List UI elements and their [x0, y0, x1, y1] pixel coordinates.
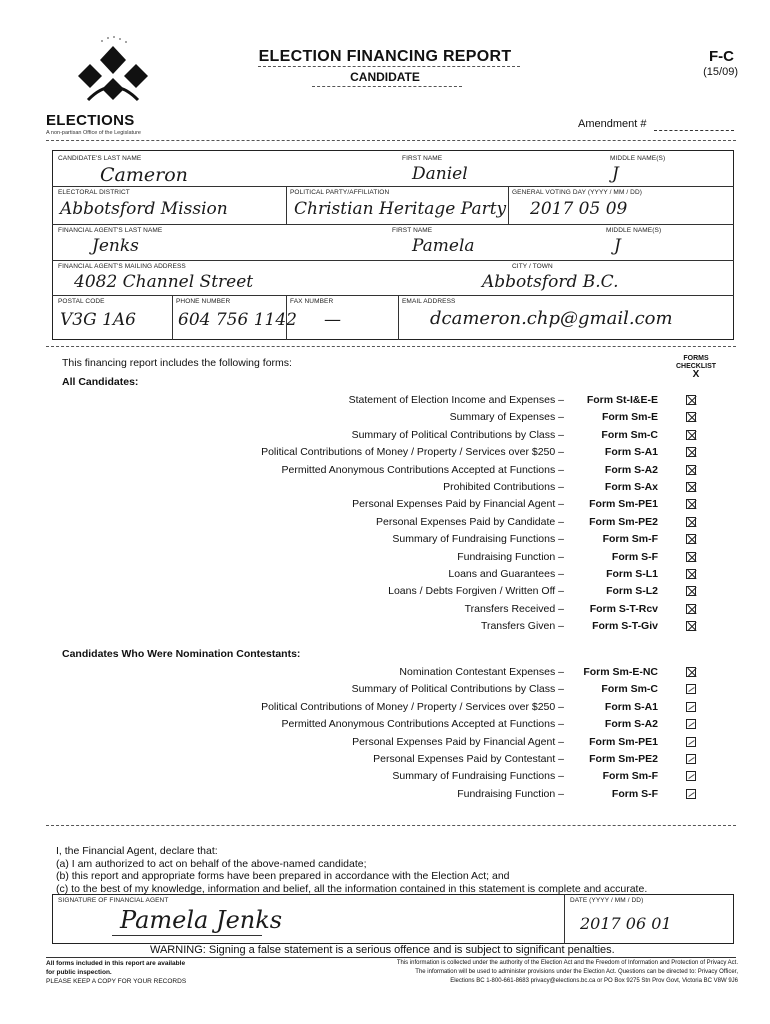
- voting-day[interactable]: 2017 05 09: [530, 199, 628, 219]
- checklist-row-form-code: Form Sm-PE1: [589, 498, 658, 511]
- checklist-row: [62, 770, 732, 787]
- checklist-row-desc: Summary of Fundraising Functions –: [392, 770, 564, 783]
- org-subtitle: A non-partisan Office of the Legislature: [46, 130, 141, 136]
- checklist-row: [62, 568, 732, 585]
- checklist-row-form-code: Form S-F: [611, 787, 658, 800]
- checklist-row-desc: Permitted Anonymous Contributions Accepted at Functions –: [281, 718, 564, 731]
- checklist-row: [62, 701, 732, 718]
- checklist-row: [62, 666, 732, 683]
- checklist-row: [62, 683, 732, 700]
- email-label: EMAIL ADDRESS: [402, 298, 456, 305]
- checklist-row: [62, 551, 732, 568]
- checklist-checkbox[interactable]: [686, 517, 696, 527]
- org-name: ELECTIONS: [46, 112, 135, 129]
- checklist-intro: This financing report includes the following forms:: [62, 357, 292, 369]
- declaration-intro: I, the Financial Agent, declare that:: [56, 845, 218, 857]
- checklist-row-form-code: Form S-A2: [604, 718, 658, 731]
- checklist-row-form-code: Form S-Ax: [604, 481, 658, 493]
- phone-label: PHONE NUMBER: [176, 298, 231, 305]
- checklist-row-form-code: Form Sm-PE1: [589, 735, 658, 748]
- checklist-row-desc: Permitted Anonymous Contributions Accepted at Functions –: [281, 463, 564, 476]
- declaration-c: (c) to the best of my knowledge, information and belief, all the information contained in this statement is complete and accurate.: [56, 882, 648, 895]
- checklist-checkbox[interactable]: [686, 789, 696, 799]
- checklist-checkbox[interactable]: [686, 395, 696, 405]
- checklist-row: [62, 429, 732, 446]
- voting-day-label: GENERAL VOTING DAY (YYYY / MM / DD): [512, 189, 643, 196]
- checklist-checkbox[interactable]: [686, 430, 696, 440]
- footer-left-line1: All forms included in this report are available: [46, 960, 186, 967]
- checklist-row-desc: Prohibited Contributions –: [443, 481, 564, 493]
- checklist-row: [62, 603, 732, 620]
- checklist-row-desc: Personal Expenses Paid by Candidate –: [376, 515, 564, 528]
- checklist-checkbox[interactable]: [686, 569, 696, 579]
- checklist-row: [62, 411, 732, 428]
- checklist-row-form-code: Form Sm-E-NC: [583, 666, 658, 678]
- checklist-row-form-code: Form S-L1: [606, 568, 658, 580]
- checklist-row: [62, 736, 732, 753]
- agent-first-name-label: FIRST NAME: [392, 227, 433, 234]
- amendment-label: Amendment #: [578, 118, 647, 130]
- city[interactable]: Abbotsford B.C.: [482, 272, 619, 292]
- checklist-checkbox[interactable]: [686, 754, 696, 764]
- checklist-checkbox[interactable]: [686, 737, 696, 747]
- checklist-row-form-code: Form S-A1: [604, 446, 658, 459]
- checklist-row: [62, 533, 732, 550]
- checklist-checkbox[interactable]: [686, 534, 696, 544]
- declaration: [56, 845, 746, 895]
- checklist-row-desc: Fundraising Function –: [457, 787, 564, 800]
- checklist-row-form-code: Form S-T-Giv: [592, 620, 658, 633]
- amendment-field[interactable]: [654, 130, 734, 131]
- checklist-row-form-code: Form Sm-C: [601, 683, 658, 696]
- fax-label: FAX NUMBER: [290, 298, 334, 305]
- form-code: F-C: [709, 48, 734, 65]
- checklist-checkbox[interactable]: [686, 719, 696, 729]
- checklist-row: [62, 498, 732, 515]
- section-all-candidates: All Candidates:: [62, 376, 139, 388]
- checklist-row-form-code: Form St-I&E-E: [586, 394, 658, 406]
- checklist-row: [62, 585, 732, 602]
- checklist-row-form-code: Form S-A2: [604, 463, 658, 476]
- agent-last-name-label: FINANCIAL AGENT'S LAST NAME: [58, 227, 163, 234]
- section-nomination-contestants: Candidates Who Were Nomination Contestants:: [62, 648, 301, 660]
- checklist-row: [62, 446, 732, 463]
- party-label: POLITICAL PARTY/AFFILIATION: [290, 189, 390, 196]
- checklist-row-desc: Fundraising Function –: [457, 550, 564, 563]
- checklist-checkbox[interactable]: [686, 702, 696, 712]
- checklist-header-label: FORMS CHECKLIST: [675, 355, 717, 370]
- candidate-first-name-label: FIRST NAME: [402, 155, 443, 162]
- checklist-row-desc: Political Contributions of Money / Property / Services over $250 –: [261, 446, 564, 459]
- checklist-row: [62, 620, 732, 637]
- checklist-row-form-code: Form Sm-E: [601, 411, 658, 424]
- checklist-checkbox[interactable]: [686, 586, 696, 596]
- checklist-checkbox[interactable]: [686, 684, 696, 694]
- footer-right: [238, 959, 738, 986]
- candidate-first-name[interactable]: Daniel: [412, 164, 468, 184]
- checklist-row-form-code: Form S-L2: [606, 585, 658, 598]
- agent-middle[interactable]: J: [614, 236, 621, 256]
- checklist-row-desc: Summary of Expenses –: [449, 411, 564, 424]
- sign-date[interactable]: 2017 06 01: [580, 914, 672, 933]
- signature-label: SIGNATURE OF FINANCIAL AGENT: [58, 897, 169, 904]
- checklist-row-desc: Nomination Contestant Expenses –: [399, 666, 564, 678]
- declaration-b: (b) this report and appropriate forms have been prepared in accordance with the Election Act; and: [56, 870, 510, 882]
- checklist-row-desc: Statement of Election Income and Expenses –: [348, 394, 564, 406]
- checklist-row-desc: Loans and Guarantees –: [448, 568, 564, 580]
- checklist-checkbox[interactable]: [686, 621, 696, 631]
- checklist-row-form-code: Form S-F: [611, 550, 658, 563]
- checklist-checkbox[interactable]: [686, 499, 696, 509]
- checklist-checkbox[interactable]: [686, 604, 696, 614]
- agent-first-name[interactable]: Pamela: [412, 236, 475, 256]
- candidate-last-name-label: CANDIDATE'S LAST NAME: [58, 155, 142, 162]
- checklist-row: [62, 481, 732, 498]
- footer-left: [46, 959, 256, 986]
- checklist-row-desc: Loans / Debts Forgiven / Written Off –: [388, 585, 564, 598]
- checklist-checkbox[interactable]: [686, 771, 696, 781]
- district-label: ELECTORAL DISTRICT: [58, 189, 130, 196]
- footer-right-line1: This information is collected under the authority of the Election Act and the Freedom of Information and Protection of Privacy Act.: [396, 960, 738, 966]
- checklist-row: [62, 464, 732, 481]
- checklist-row-desc: Political Contributions of Money / Property / Services over $250 –: [261, 700, 564, 713]
- checklist-row: [62, 516, 732, 533]
- candidate-last-name[interactable]: Cameron: [100, 164, 188, 186]
- checklist-row-desc: Transfers Given –: [480, 620, 564, 633]
- checklist-row: [62, 394, 732, 411]
- checklist-checkbox[interactable]: [686, 412, 696, 422]
- footer-left-line3: PLEASE KEEP A COPY FOR YOUR RECORDS: [46, 978, 187, 985]
- checklist-row: [62, 718, 732, 735]
- party[interactable]: Christian Heritage Party: [294, 199, 507, 219]
- phone-number[interactable]: 604 756 1142: [178, 310, 297, 330]
- checklist-row-form-code: Form Sm-F: [602, 770, 658, 783]
- candidate-middle-label: MIDDLE NAME(S): [610, 155, 666, 162]
- checklist-checkbox[interactable]: [686, 552, 696, 562]
- fax-number[interactable]: —: [324, 310, 341, 330]
- warning-text: WARNING: Signing a false statement is a serious offence and is subject to significant penalties.: [150, 944, 615, 956]
- checklist-x-label: X: [692, 369, 700, 380]
- checklist-row-form-code: Form Sm-F: [602, 533, 658, 546]
- checklist-row-form-code: Form Sm-C: [601, 428, 658, 441]
- agent-signature[interactable]: Pamela Jenks: [120, 906, 283, 934]
- email-address[interactable]: dcameron.chp@gmail.com: [430, 308, 673, 329]
- agent-middle-label: MIDDLE NAME(S): [606, 227, 662, 234]
- checklist-row-desc: Transfers Received –: [464, 602, 564, 615]
- agent-last-name[interactable]: Jenks: [92, 236, 139, 256]
- checklist-row: [62, 788, 732, 805]
- checklist-row-form-code: Form Sm-PE2: [589, 753, 658, 765]
- postal-label: POSTAL CODE: [58, 298, 105, 305]
- footer-right-line2: The information will be used to administer provisions under the Election Act. Questions can be directed to: Privacy Officer,: [415, 969, 738, 975]
- checklist-row-desc: Summary of Fundraising Functions –: [392, 533, 564, 546]
- agent-address[interactable]: 4082 Channel Street: [74, 272, 254, 292]
- checklist-row-desc: Personal Expenses Paid by Financial Agent –: [352, 498, 564, 511]
- city-label: CITY / TOWN: [512, 263, 553, 270]
- checklist-row-desc: Summary of Political Contributions by Class –: [351, 683, 564, 696]
- report-title: ELECTION FINANCING REPORT: [258, 48, 512, 65]
- checklist-row-desc: Personal Expenses Paid by Financial Agent –: [352, 735, 564, 748]
- checklist-checkbox[interactable]: [686, 447, 696, 457]
- checklist-header: [666, 355, 726, 380]
- checklist-row-form-code: Form S-T-Rcv: [589, 602, 658, 615]
- checklist-checkbox[interactable]: [686, 482, 696, 492]
- form-version: (15/09): [703, 66, 738, 78]
- checklist-checkbox[interactable]: [686, 667, 696, 677]
- elections-logo-icon: [68, 34, 158, 114]
- report-subtitle: CANDIDATE: [350, 70, 420, 84]
- footer-right-line3: Elections BC 1-800-661-8683 privacy@elections.bc.ca or PO Box 9275 Stn Prov Govt, Victoria BC V8W 9J6: [450, 978, 738, 984]
- declaration-a: (a) I am authorized to act on behalf of the above-named candidate;: [56, 857, 367, 870]
- checklist-checkbox[interactable]: [686, 465, 696, 475]
- agent-address-label: FINANCIAL AGENT'S MAILING ADDRESS: [58, 263, 186, 270]
- postal-code[interactable]: V3G 1A6: [60, 310, 136, 330]
- footer-left-line2: for public inspection.: [46, 969, 112, 976]
- checklist-row: [62, 753, 732, 770]
- checklist-row-form-code: Form S-A1: [604, 700, 658, 713]
- checklist-row-form-code: Form Sm-PE2: [589, 515, 658, 528]
- candidate-middle[interactable]: J: [612, 164, 619, 184]
- sign-date-label: DATE (YYYY / MM / DD): [570, 897, 644, 904]
- checklist-row-desc: Summary of Political Contributions by Class –: [351, 428, 564, 441]
- checklist-row-desc: Personal Expenses Paid by Contestant –: [373, 753, 564, 765]
- electoral-district[interactable]: Abbotsford Mission: [60, 199, 228, 219]
